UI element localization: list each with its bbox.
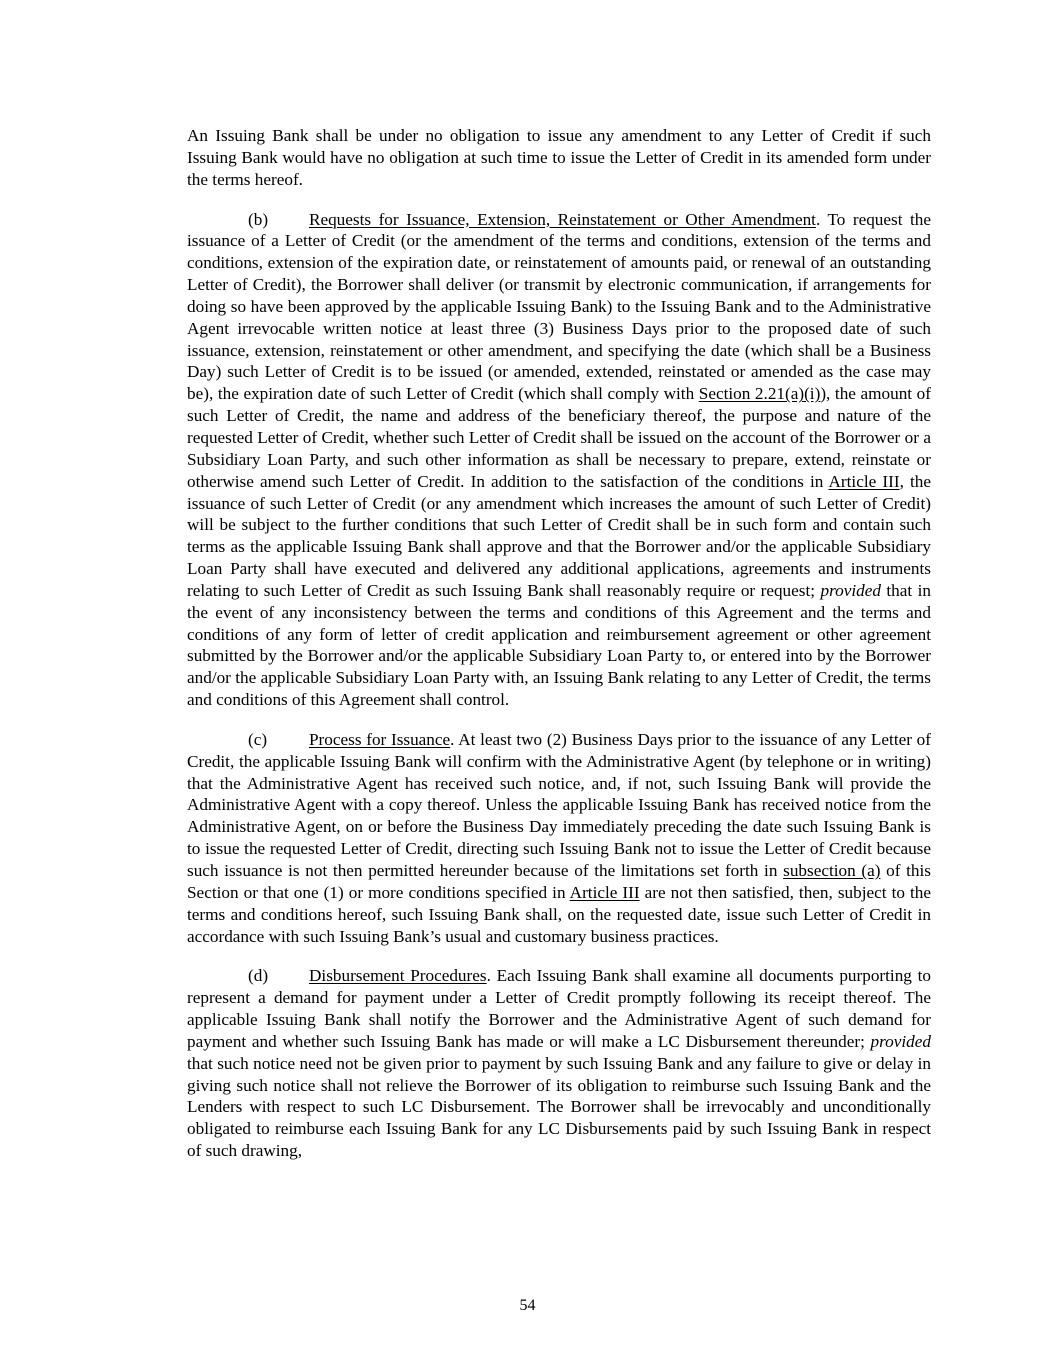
paragraph-label: (d) xyxy=(248,966,269,986)
paragraph-label: (b) xyxy=(248,209,269,229)
proviso-term: provided xyxy=(820,580,881,600)
paragraph-text: of this Section or that one (1) or more conditions specified in xyxy=(187,861,931,902)
paragraph-text: . To request the issuance of a Letter of Credit (or the amendment of the terms and conditions, extension of the terms and conditions, extension of the expiration date, or reinstatement of amounts paid, or renewal of an outstanding Letter of Credit), the Borrower shall deliver (or transmit by electronic communication, if arrangements for doing so have been approved by the applicable Issuing Bank) to the Issuing Bank and to the Administrative Agent irrevocable written notice at least three (3) Business Days prior to the proposed date of such issuance, extension, reinstatement or other amendment, and specifying the date (which shall be a Business Day) such Letter of Credit is to be issued (or amended, extended, reinstated or amended as the case may be), the expiration date of such Letter of Credit (which shall comply with xyxy=(187,209,931,404)
paragraph-text: that in the event of any inconsistency between the terms and conditions of this Agreement and the terms and conditions of any form of letter of credit application and reimbursement agreement or other agreement submitted by the Borrower and/or the applicable Subsidiary Loan Party to, or entered into by the Borrower and/or the applicable Subsidiary Loan Party with, an Issuing Bank relating to any Letter of Credit, the terms and conditions of this Agreement shall control. xyxy=(187,580,931,710)
section-heading: Disbursement Procedures xyxy=(309,966,487,986)
paragraph-text: ), the amount of such Letter of Credit, the name and address of the beneficiary thereof, the purpose and nature of the requested Letter of Credit, whether such Letter of Credit shall be issued on the account of the Borrower or a Subsidiary Loan Party, and such other information as shall be necessary to prepare, extend, reinstate or otherwise amend such Letter of Credit. In addition to the satisfaction of the conditions in xyxy=(187,384,931,491)
cross-reference: Section 2.21(a)(i) xyxy=(698,384,821,404)
section-heading: Process for Issuance xyxy=(309,729,451,749)
paragraph-a-continuation xyxy=(187,125,931,191)
proviso-term: provided xyxy=(870,1031,931,1051)
paragraph-c xyxy=(187,729,931,947)
document-body xyxy=(187,125,931,1180)
cross-reference: Article III xyxy=(828,471,900,491)
paragraph-text: . Each Issuing Bank shall examine all documents purporting to represent a demand for payment under a Letter of Credit promptly following its receipt thereof. The applicable Issuing Bank shall notify the Borrower and the Administrative Agent of such demand for payment and whether such Issuing Bank has made or will make a LC Disbursement thereunder; xyxy=(187,966,931,1051)
paragraph-b xyxy=(187,209,931,711)
paragraph-text: An Issuing Bank shall be under no obligation to issue any amendment to any Letter of Credit if such Issuing Bank would have no obligation at such time to issue the Letter of Credit in its amended form under the terms hereof. xyxy=(187,126,931,189)
cross-reference: subsection (a) xyxy=(783,861,881,880)
paragraph-text: that such notice need not be given prior to payment by such Issuing Bank and any failure to give or delay in giving such notice shall not relieve the Borrower of its obligation to reimburse such Issuing Bank and the Lenders with respect to such LC Disbursement. The Borrower shall be irrevocably and unconditionally obligated to reimburse each Issuing Bank for any LC Disbursements paid by such Issuing Bank in respect of such drawing, xyxy=(187,1053,931,1161)
paragraph-label: (c) xyxy=(248,729,268,749)
paragraph-text: are not then satisfied, then, subject to the terms and conditions hereof, such Issuing Bank shall, on the requested date, issue such Letter of Credit in accordance with such Issuing Bank’s usual and customary business practices. xyxy=(187,882,931,946)
page-number: 54 xyxy=(519,1297,536,1314)
paragraph-text: , the issuance of such Letter of Credit (or any amendment which increases the amount of such Letter of Credit) will be subject to the further conditions that such Letter of Credit shall be in such form and contain such terms as the applicable Issuing Bank shall approve and that the Borrower and/or the applicable Subsidiary Loan Party shall have executed and delivered any additional applications, agreements and instruments relating to such Letter of Credit as such Issuing Bank shall reasonably require or request; xyxy=(187,471,931,600)
paragraph-d xyxy=(187,965,931,1162)
section-heading: Requests for Issuance, Extension, Reinstatement or Other Amendment xyxy=(309,209,816,229)
paragraph-text: . At least two (2) Business Days prior to the issuance of any Letter of Credit, the applicable Issuing Bank will confirm with the Administrative Agent (by telephone or in writing) that the Administrative Agent has received such notice, and, if not, such Issuing Bank will provide the Administrative Agent with a copy thereof. Unless the applicable Issuing Bank has received notice from the Administrative Agent, on or before the Business Day immediately preceding the date such Issuing Bank is to issue the requested Letter of Credit, directing such Issuing Bank not to issue the Letter of Credit because such issuance is not then permitted hereunder because of the limitations set forth in xyxy=(187,729,931,880)
cross-reference: Article III xyxy=(569,882,640,902)
